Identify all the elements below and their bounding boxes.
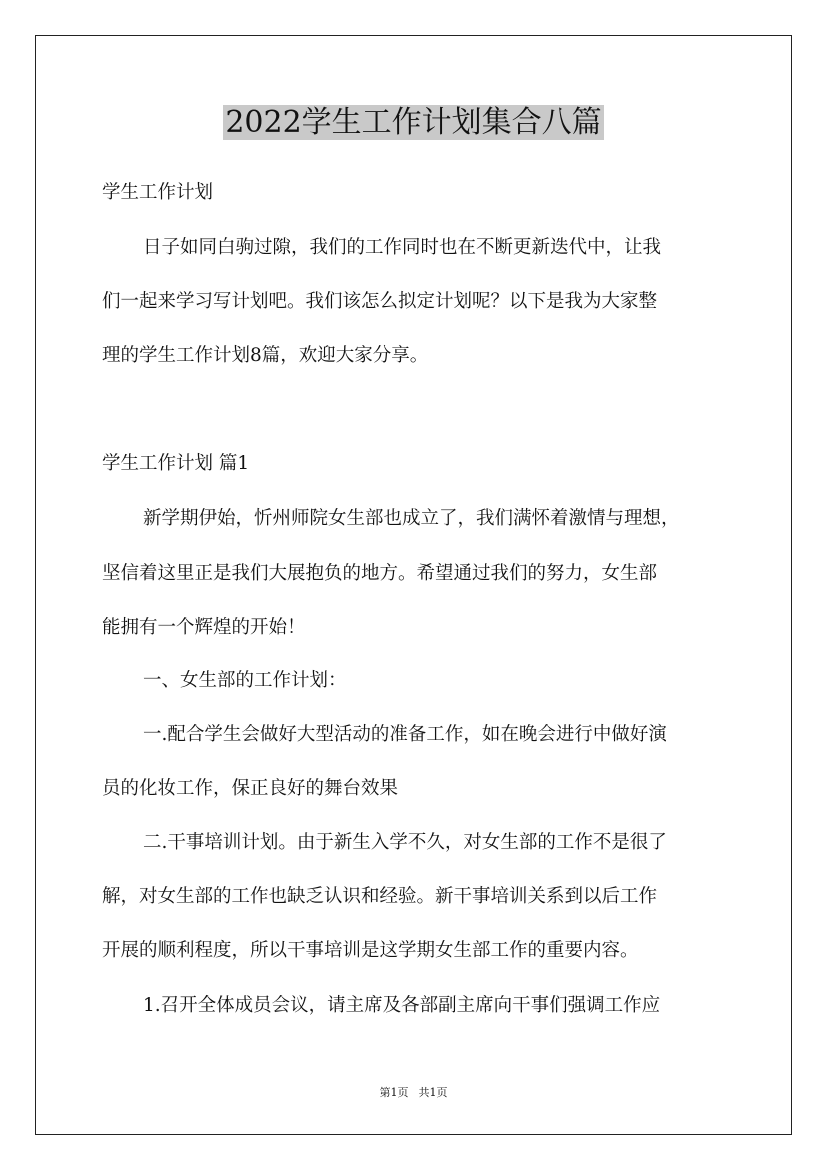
piece-heading: 学生工作计划 篇1	[102, 453, 250, 474]
paragraph-line-10: 1.召开全体成员会议，请主席及各部副主席向干事们强调工作应	[143, 995, 661, 1016]
page-total: 共1页	[418, 1086, 448, 1099]
paragraph-line-5: 一.配合学生会做好大型活动的准备工作，如在晚会进行中做好演	[143, 724, 667, 745]
paragraph-line-1: 新学期伊始，忻州师院女生部也成立了，我们满怀着激情与理想，	[143, 508, 680, 529]
document-title-text: 2022学生工作计划集合八篇	[225, 105, 602, 140]
paragraph-line-2: 坚信着这里正是我们大展抱负的地方。希望通过我们的努力，女生部	[102, 563, 658, 584]
intro-line-3: 理的学生工作计划8篇，欢迎大家分享。	[102, 345, 429, 366]
intro-line-1: 日子如同白驹过隙，我们的工作同时也在不断更新迭代中，让我	[143, 237, 662, 258]
section-heading: 学生工作计划	[102, 182, 214, 203]
page-footer	[0, 1085, 827, 1101]
paragraph-line-4: 一、女生部的工作计划：	[143, 670, 347, 691]
document-title	[0, 102, 827, 144]
page-number: 第1页	[379, 1086, 409, 1099]
intro-line-2: 们一起来学习写计划吧。我们该怎么拟定计划呢？以下是我为大家整	[102, 291, 658, 312]
paragraph-line-7: 二.干事培训计划。由于新生入学不久，对女生部的工作不是很了	[143, 832, 667, 853]
paragraph-line-6: 员的化妆工作，保正良好的舞台效果	[102, 778, 399, 799]
paragraph-line-8: 解，对女生部的工作也缺乏认识和经验。新干事培训关系到以后工作	[102, 886, 658, 907]
paragraph-line-9: 开展的顺利程度，所以干事培训是这学期女生部工作的重要内容。	[102, 940, 639, 961]
paragraph-line-3: 能拥有一个辉煌的开始！	[102, 617, 306, 638]
